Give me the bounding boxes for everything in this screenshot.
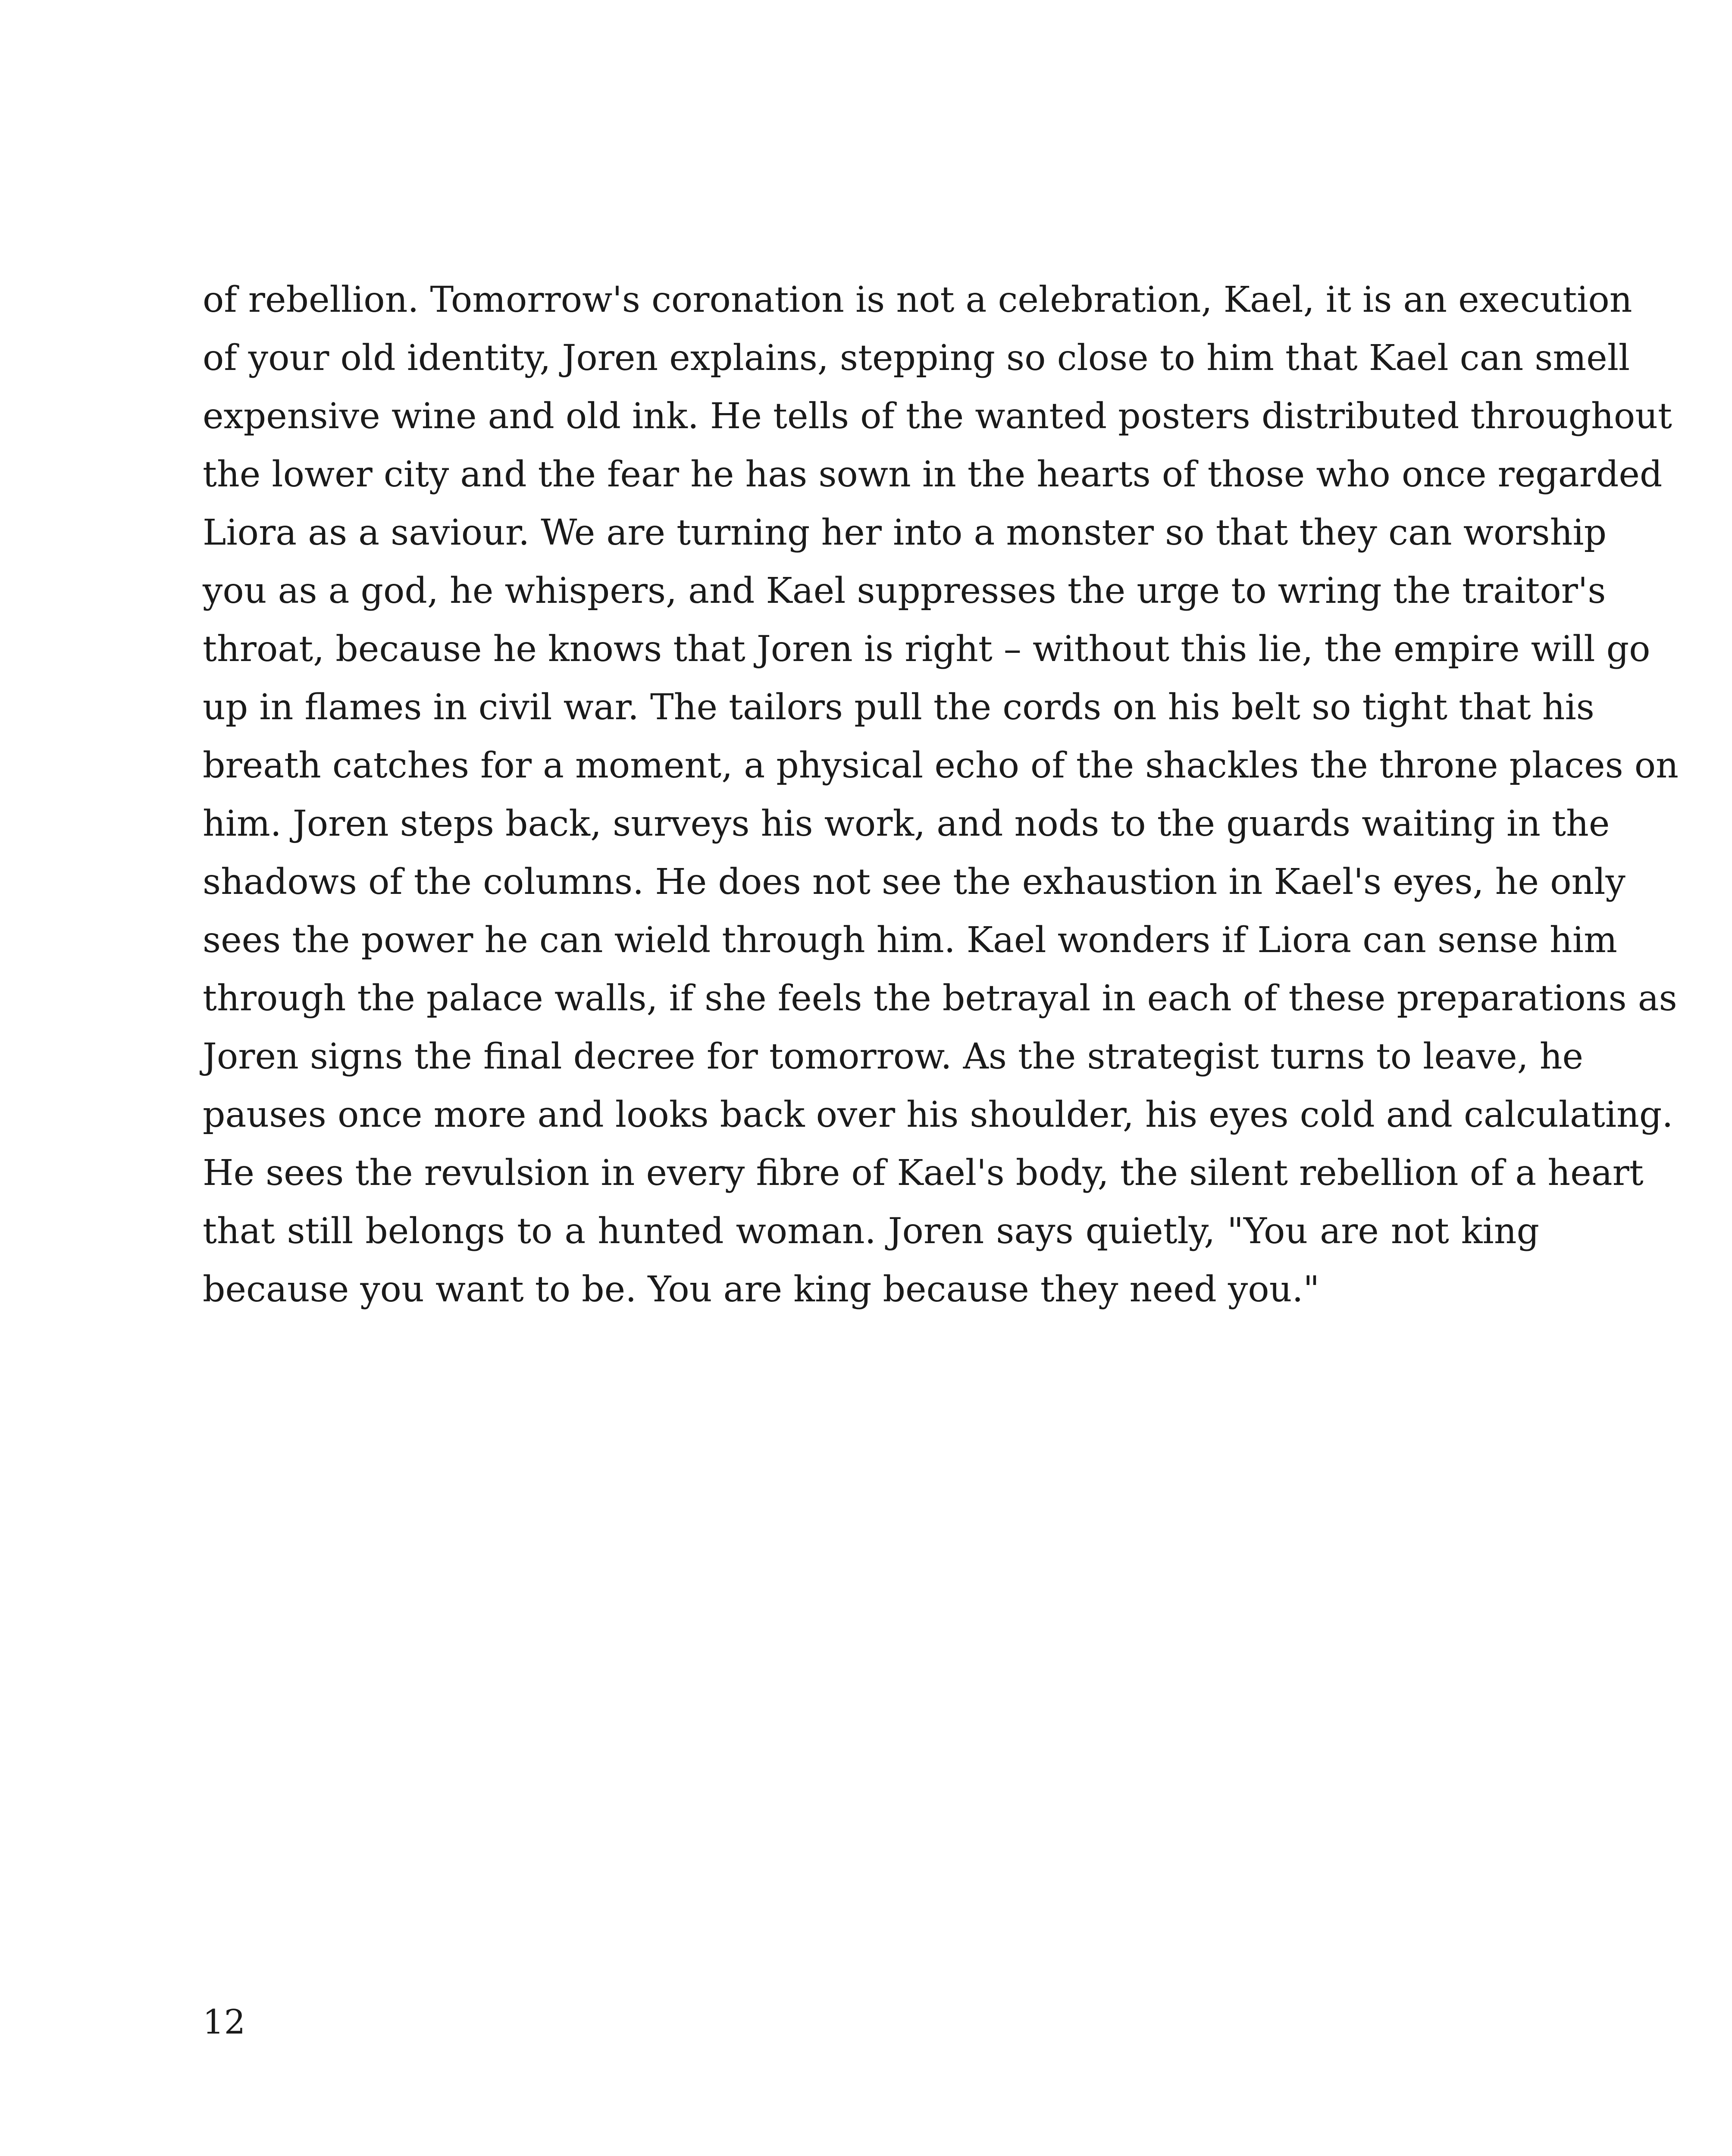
paragraph-line: pauses once more and looks back over his shoulder, his eyes cold and calculating. [203,1094,1673,1135]
body-paragraph [203,271,1679,1319]
paragraph-line: through the palace walls, if she feels the betrayal in each of these preparations as [203,978,1677,1019]
page-number: 12 [203,2003,246,2042]
paragraph-line: Joren signs the final decree for tomorrow. As the strategist turns to leave, he [203,1036,1584,1077]
paragraph-line: sees the power he can wield through him. Kael wonders if Liora can sense him [203,920,1617,961]
paragraph-line: of rebellion. Tomorrow's coronation is not a celebration, Kael, it is an execution [203,279,1632,320]
paragraph-line-last: because you want to be. You are king because they need you." [203,1269,1320,1310]
paragraph-line: shadows of the columns. He does not see the exhaustion in Kael's eyes, he only [203,862,1626,903]
paragraph-line: the lower city and the fear he has sown in the hearts of those who once regarded [203,454,1663,495]
paragraph-line: expensive wine and old ink. He tells of the wanted posters distributed throughout [203,396,1672,437]
paragraph-line: throat, because he knows that Joren is right – without this lie, the empire will go [203,629,1651,670]
paragraph-line: of your old identity, Joren explains, stepping so close to him that Kael can smell [203,338,1630,379]
paragraph-line: He sees the revulsion in every fibre of Kael's body, the silent rebellion of a heart [203,1153,1644,1194]
paragraph-line: that still belongs to a hunted woman. Joren says quietly, "You are not king [203,1211,1539,1252]
paragraph-line: you as a god, he whispers, and Kael suppresses the urge to wring the traitor's [203,570,1606,611]
paragraph-line: breath catches for a moment, a physical echo of the shackles the throne places on [203,745,1679,786]
paragraph-line: up in flames in civil war. The tailors pull the cords on his belt so tight that his [203,687,1594,728]
paragraph-line: Liora as a saviour. We are turning her into a monster so that they can worship [203,512,1607,553]
paragraph-line: him. Joren steps back, surveys his work, and nods to the guards waiting in the [203,803,1610,844]
